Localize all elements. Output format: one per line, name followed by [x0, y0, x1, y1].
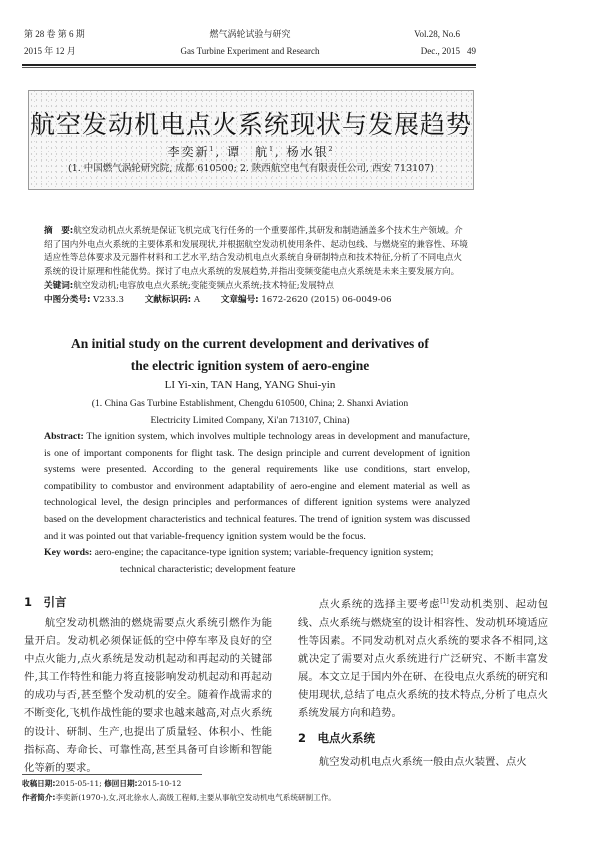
authors-en: LI Yi-xin, TAN Hang, YANG Shui-yin	[164, 379, 336, 391]
author-sup: 2	[328, 146, 335, 153]
title-en	[40, 333, 460, 377]
right-column-body	[298, 593, 548, 722]
para-2-text-b: 发动机类别、起动包线、点火系统与燃烧室的设计相容性、发动机环境适应性等因素。不同发动机对点火系统的要求各不相同,这就决定了需要对点火系统进行广泛研究、不断丰富发展。本文立足于国内外在研、在役电点火系统的研究和使用现状,总结了电点火系统的技术特点,分析了电点火系统发展方向和趋势。	[298, 598, 549, 720]
abstract-cn-body	[44, 225, 468, 280]
header-volume-en: Vol.28, No.6	[414, 29, 460, 39]
clc-label: 中图分类号:	[44, 294, 91, 305]
section-2-body	[298, 753, 548, 771]
author-name: 谭 航	[227, 145, 270, 159]
author-name: 杨水银	[286, 145, 329, 159]
section-2-para-1: 航空发动机电点火系统一般由点火装置、点火	[318, 756, 527, 768]
header-date-cn: 2015 年 12 月	[24, 46, 76, 56]
abstract-cn-label: 摘 要:	[44, 226, 74, 236]
affiliation-en-line1: (1. China Gas Turbine Establishment, Chengdu 610500, China; 2. Shanxi Aviation	[91, 398, 409, 409]
header-volume-cn: 第 28 卷 第 6 期	[24, 29, 85, 39]
affiliation-cn: (1. 中国燃气涡轮研究院, 成都 610500; 2. 陕西航空电气有限责任公司, 西安 713107)	[68, 163, 434, 174]
classification-row	[44, 294, 468, 308]
para-2-text-a: 点火系统的选择主要考虑	[318, 598, 441, 611]
keywords-en-line2: technical characteristic; development feature	[120, 563, 296, 575]
received-label: 收稿日期:	[22, 779, 56, 788]
header-journal-en: Gas Turbine Experiment and Research	[180, 46, 320, 56]
keywords-cn-label: 关键词:	[44, 280, 74, 291]
header-rule-thin	[22, 67, 476, 68]
doc-code-label: 文献标识码:	[144, 294, 192, 305]
abstract-en	[44, 429, 470, 578]
footnote-dates	[22, 777, 181, 790]
header-journal-cn: 燃气涡轮试验与研究	[209, 29, 291, 39]
keywords-en-label: Key words:	[44, 547, 93, 559]
article-no-value: 1672-2620 (2015) 06-0049-06	[261, 294, 392, 305]
title-box	[28, 90, 474, 190]
abstract-cn	[44, 225, 468, 307]
revised-date: 2015-10-12	[137, 779, 182, 788]
footnote-bio	[22, 791, 336, 804]
abstract-cn-text: 航空发动机点火系统是保证飞机完成飞行任务的一个重要部件,其研发和制造涵盖多个技术生产领域。介绍了国内外电点火系统的主要体系和发展现状,并根据航空发动机使用条件、起动包线、与燃烧室的兼容性、环境适应性等总体要求及元器件材料和工艺水平,结合发动机电点火系统自身研制特点和技术特征,分析了不同电点火系统的设计原理和性能优势。探讨了电点火系统的发展趋势,并指出变频变能电点火系统是未来主要发展方向。	[44, 226, 468, 278]
section-1-para-2	[298, 593, 548, 722]
author-sup: 1	[209, 146, 216, 153]
header-rule	[22, 64, 476, 66]
header-date-en: Dec., 2015	[420, 46, 460, 56]
footnote-rule	[22, 774, 202, 775]
section-2-heading: 2 电点火系统	[298, 731, 376, 745]
author-sup: 1	[269, 146, 275, 153]
author-name: 李奕新	[167, 145, 210, 159]
citation-ref[interactable]: [1]	[440, 598, 449, 605]
section-1-para-1: 航空发动机燃油的燃烧需要点火系统引燃作为能量开启。发动机必须保证低的空中停车率及良好的空中点火能力,点火系统是发动机起动和再起动的关键部件,其工作特性和能力将直接影响发动机起动和再起动的成功与否,甚至整个发动机的安全。随着作战需求的不断变化,飞机作战性能的要求也越来越高,对点火系统的设计、研制、生产,也提出了质量轻、体积小、性能指标高、寿命长、可靠性高,甚至具备可自诊断和智能化等新的要求。	[24, 617, 272, 774]
section-1-heading: 1 引言	[24, 595, 67, 609]
title-en-line2: the electric ignition system of aero-engine	[130, 358, 370, 373]
bio-text: 李奕新(1970-),女,河北徐水人,高级工程师,主要从事航空发动机电气系统研制工作。	[55, 793, 336, 802]
received-date: 2015-05-11;	[55, 779, 102, 788]
abstract-en-text: The ignition system, which involves multiple technology areas in development and manufacture, is one of important components for flight task. The design principle and current development of ignition systems were presented. According to the general requirements like use conditions, start envelop, compatibility to combustor and environment adaptability of aero-engine and element material as well as technological level, the design principles and performances of different ignition systems were analyzed based on the development characteristics and technical features. The trend of ignition system was discussed and it was pointed out that variable-frequency ignition system would be the focus.	[44, 431, 470, 542]
authors-cn: 李奕新$^1$, 谭 航$^1$, 杨水银$^2$	[167, 145, 335, 159]
section-1-body	[24, 614, 272, 777]
keywords-en-line1: aero-engine; the capacitance-type ignition system; variable-frequency ignition system;	[94, 547, 434, 559]
clc-value: V233.3	[93, 294, 124, 305]
keywords-cn-text: 航空发动机;电容放电点火系统;变能变频点火系统;技术特征;发展特点	[73, 280, 335, 291]
doc-code-value: A	[193, 294, 201, 305]
title-cn: 航空发动机电点火系统现状与发展趋势	[29, 110, 472, 139]
affiliation-en-line2: Electricity Limited Company, Xi'an 713107, China)	[150, 414, 350, 426]
article-no-label: 文章编号:	[220, 294, 259, 305]
affiliation-en	[40, 396, 460, 429]
keywords-en	[44, 545, 470, 562]
abstract-en-body	[44, 429, 470, 545]
title-en-line1: An initial study on the current development and derivatives of	[71, 336, 429, 351]
abstract-en-label: Abstract:	[44, 431, 84, 442]
page-number: 49	[467, 46, 476, 56]
bio-label: 作者简介:	[22, 793, 56, 802]
keywords-cn	[44, 280, 468, 294]
revised-label: 修回日期:	[104, 779, 138, 788]
